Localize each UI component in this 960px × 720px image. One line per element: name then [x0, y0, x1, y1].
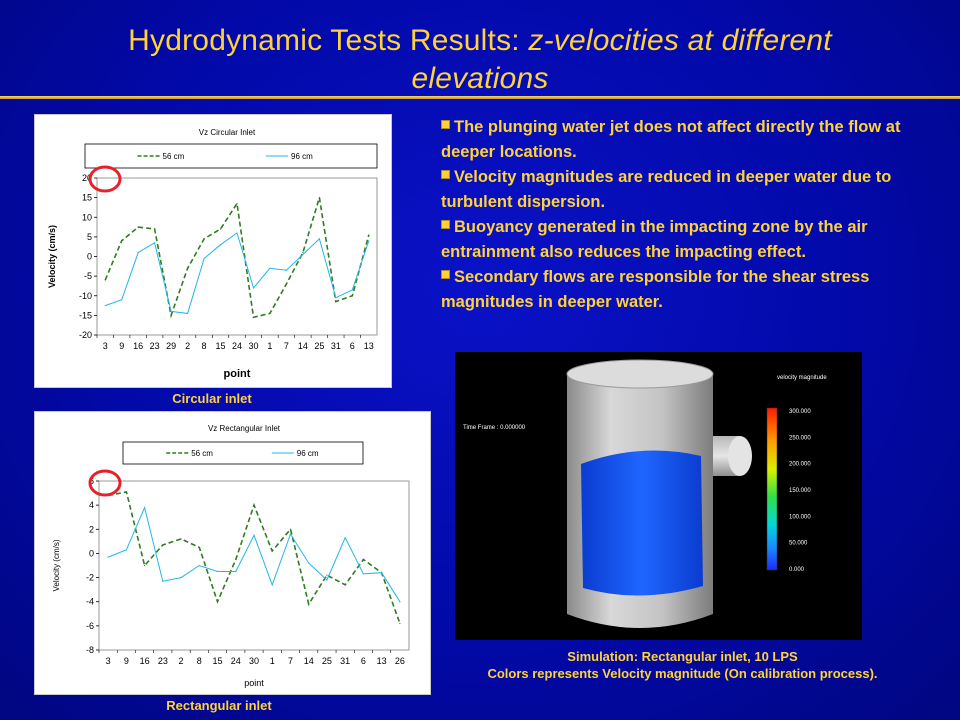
bullet-text: Secondary flows are responsible for the shear stress magnitudes in deeper water. [441, 268, 870, 311]
data-point-96cm [253, 535, 254, 536]
data-point-56cm [399, 623, 400, 624]
data-point-56cm [121, 240, 122, 241]
y-axis-label: Velocity (cm/s) [47, 224, 57, 289]
x-tick-label: 25 [321, 656, 332, 666]
y-tick-label: 6 [88, 476, 94, 486]
data-point-56cm [235, 559, 236, 560]
circular-chart [35, 115, 391, 387]
x-tick-label: 31 [340, 656, 351, 666]
y-tick-label: -2 [85, 572, 94, 583]
data-point-96cm [368, 240, 369, 241]
data-point-96cm [144, 507, 145, 508]
data-point-96cm [199, 565, 200, 566]
data-point-96cm [286, 270, 287, 271]
x-axis-label: point [244, 678, 264, 688]
bullet-text: The plunging water jet does not affect directly the flow at deeper locations. [441, 118, 901, 161]
data-point-96cm [253, 287, 254, 288]
water-volume [581, 451, 703, 596]
legend-title: velocity magnitude [777, 375, 827, 381]
y-tick-label: -4 [85, 596, 94, 607]
data-point-96cm [302, 254, 303, 255]
bullet-square-icon [441, 270, 450, 279]
legend-label-96: 96 cm [291, 152, 313, 161]
data-point-56cm [144, 565, 145, 566]
data-point-56cm [352, 295, 353, 296]
x-tick-label: 7 [287, 656, 293, 666]
rectangular-chart-panel [34, 411, 431, 695]
data-point-56cm [272, 550, 273, 551]
data-point-96cm [121, 299, 122, 300]
data-point-56cm [308, 604, 309, 605]
sim-caption-line2: Colors represents Velocity magnitude (On calibration process). [487, 666, 878, 681]
title-divider [0, 96, 960, 99]
data-point-56cm [162, 544, 163, 545]
legend-value-label: 300.000 [789, 409, 811, 415]
data-point-56cm [253, 505, 254, 506]
x-tick-label: 25 [314, 341, 325, 351]
legend-color-scale [767, 408, 777, 570]
x-tick-label: 23 [157, 656, 168, 666]
data-point-96cm [290, 534, 291, 535]
data-point-96cm [335, 297, 336, 298]
x-tick-label: 15 [212, 656, 223, 666]
data-point-96cm [272, 584, 273, 585]
data-point-96cm [235, 571, 236, 572]
legend-value-label: 100.000 [789, 514, 811, 521]
legend-label-96: 96 cm [296, 449, 319, 458]
data-point-96cm [269, 268, 270, 269]
data-point-56cm [105, 279, 106, 280]
x-tick-label: 3 [105, 656, 111, 666]
simulation-render [455, 352, 862, 640]
x-tick-label: 15 [215, 341, 226, 351]
bullet-item [441, 215, 911, 265]
data-point-56cm [368, 234, 369, 235]
y-tick-label: 4 [88, 500, 94, 511]
y-tick-label: 0 [86, 251, 92, 262]
chart-legend-box [85, 144, 377, 168]
y-tick-label: 0 [88, 548, 94, 559]
bullet-item [441, 265, 911, 315]
data-point-96cm [108, 556, 109, 557]
title-main: Hydrodynamic Tests Results: [128, 24, 520, 57]
data-point-96cm [162, 581, 163, 582]
data-point-96cm [217, 571, 218, 572]
data-point-96cm [319, 238, 320, 239]
title-italic: z-velocities at different elevations [411, 24, 832, 95]
legend-value-label: 0.000 [789, 567, 805, 573]
x-tick-label: 31 [330, 341, 341, 351]
legend-value-label: 200.000 [789, 461, 811, 468]
x-tick-label: 14 [303, 656, 314, 666]
x-tick-label: 2 [178, 656, 184, 666]
simulation-caption [455, 648, 910, 682]
data-point-56cm [171, 315, 172, 316]
data-point-56cm [253, 317, 254, 318]
data-point-96cm [154, 242, 155, 243]
x-tick-label: 26 [394, 656, 405, 666]
data-point-56cm [187, 268, 188, 269]
data-point-56cm [302, 252, 303, 253]
data-point-96cm [220, 244, 221, 245]
chart-title: Vz Circular Inlet [198, 128, 256, 137]
x-tick-label: 2 [185, 341, 191, 351]
slide-title [60, 22, 900, 98]
x-tick-label: 24 [230, 656, 241, 666]
chart-title: Vz Rectangular Inlet [207, 424, 281, 433]
x-tick-label: 23 [149, 341, 160, 351]
x-tick-label: 24 [231, 341, 243, 351]
data-point-56cm [286, 283, 287, 284]
data-point-56cm [345, 584, 346, 585]
data-point-96cm [326, 579, 327, 580]
data-point-96cm [363, 573, 364, 574]
y-tick-label: -20 [78, 330, 92, 340]
legend-value-label: 150.000 [789, 488, 811, 494]
legend-label-56: 56 cm [162, 152, 185, 161]
legend-value-label: 250.000 [789, 435, 811, 442]
x-tick-label: 6 [349, 341, 355, 351]
y-tick-label: -8 [85, 645, 94, 655]
data-point-96cm [345, 537, 346, 538]
bullet-square-icon [441, 220, 450, 229]
y-tick-label: 15 [81, 192, 92, 203]
x-tick-label: 1 [269, 656, 275, 666]
x-tick-label: 8 [196, 656, 202, 666]
y-tick-label: 20 [81, 173, 92, 183]
data-point-96cm [138, 252, 139, 253]
circular-chart-panel [34, 114, 392, 388]
inlet-pipe-end [728, 436, 752, 476]
x-tick-label: 16 [133, 341, 144, 351]
legend-label-56: 56 cm [191, 449, 213, 458]
y-tick-label: -5 [83, 271, 92, 282]
data-point-56cm [335, 301, 336, 302]
rectangular-chart [35, 412, 430, 694]
data-point-96cm [308, 562, 309, 563]
x-tick-label: 29 [166, 341, 177, 351]
data-point-56cm [126, 491, 127, 492]
y-tick-label: -6 [85, 620, 94, 631]
bullet-square-icon [441, 120, 450, 129]
y-axis-label: Velocity (cm/s) [52, 539, 61, 592]
x-tick-label: 30 [248, 341, 259, 351]
x-tick-label: 30 [248, 656, 260, 666]
x-tick-label: 9 [123, 656, 129, 666]
data-point-56cm [138, 226, 139, 227]
sim-caption-line1: Simulation: Rectangular inlet, 10 LPS [567, 649, 798, 664]
data-point-56cm [203, 238, 204, 239]
simulation-svg [455, 352, 862, 640]
x-axis-label: point [223, 368, 251, 380]
data-point-56cm [319, 197, 320, 198]
x-tick-label: 16 [139, 656, 150, 666]
y-tick-label: 10 [81, 212, 92, 223]
data-point-56cm [220, 228, 221, 229]
y-tick-label: 5 [86, 231, 92, 242]
data-point-56cm [199, 547, 200, 548]
data-point-56cm [154, 228, 155, 229]
bullet-list [441, 115, 911, 315]
data-point-96cm [180, 577, 181, 578]
data-point-56cm [180, 538, 181, 539]
y-tick-label: -15 [78, 310, 92, 321]
x-tick-label: 3 [102, 341, 108, 351]
plot-area [97, 178, 377, 335]
y-tick-label: -10 [78, 290, 92, 301]
legend-value-label: 50.000 [789, 540, 808, 547]
bullet-item [441, 115, 911, 165]
x-tick-label: 9 [119, 341, 125, 351]
chart-legend-box [123, 442, 363, 464]
data-point-56cm [363, 559, 364, 560]
circular-caption: Circular inlet [172, 391, 252, 406]
bullet-item [441, 165, 911, 215]
data-point-56cm [326, 575, 327, 576]
x-tick-label: 1 [267, 341, 273, 351]
x-tick-label: 13 [363, 341, 374, 351]
x-tick-label: 6 [360, 656, 366, 666]
x-tick-label: 13 [376, 656, 387, 666]
data-point-96cm [126, 549, 127, 550]
data-point-56cm [236, 203, 237, 204]
bullet-square-icon [441, 170, 450, 179]
legend-labels [789, 409, 811, 573]
data-point-96cm [381, 572, 382, 573]
data-point-96cm [187, 313, 188, 314]
data-point-96cm [105, 305, 106, 306]
data-point-96cm [399, 601, 400, 602]
x-tick-label: 7 [283, 341, 289, 351]
tank-top [567, 360, 713, 388]
bullet-text: Buoyancy generated in the impacting zone by the air entrainment also reduces the impacting effect. [441, 218, 868, 261]
data-point-96cm [236, 232, 237, 233]
rectangular-caption: Rectangular inlet [166, 698, 272, 713]
y-tick-label: 2 [88, 524, 94, 535]
bullet-text: Velocity magnitudes are reduced in deeper water due to turbulent dispersion. [441, 168, 892, 211]
data-point-96cm [171, 311, 172, 312]
data-point-56cm [290, 529, 291, 530]
data-point-56cm [269, 313, 270, 314]
data-point-96cm [352, 289, 353, 290]
data-point-56cm [217, 601, 218, 602]
x-tick-label: 8 [201, 341, 207, 351]
time-frame-label: Time Frame : 0.000000 [463, 425, 526, 431]
data-point-96cm [203, 258, 204, 259]
x-tick-label: 14 [297, 341, 308, 351]
